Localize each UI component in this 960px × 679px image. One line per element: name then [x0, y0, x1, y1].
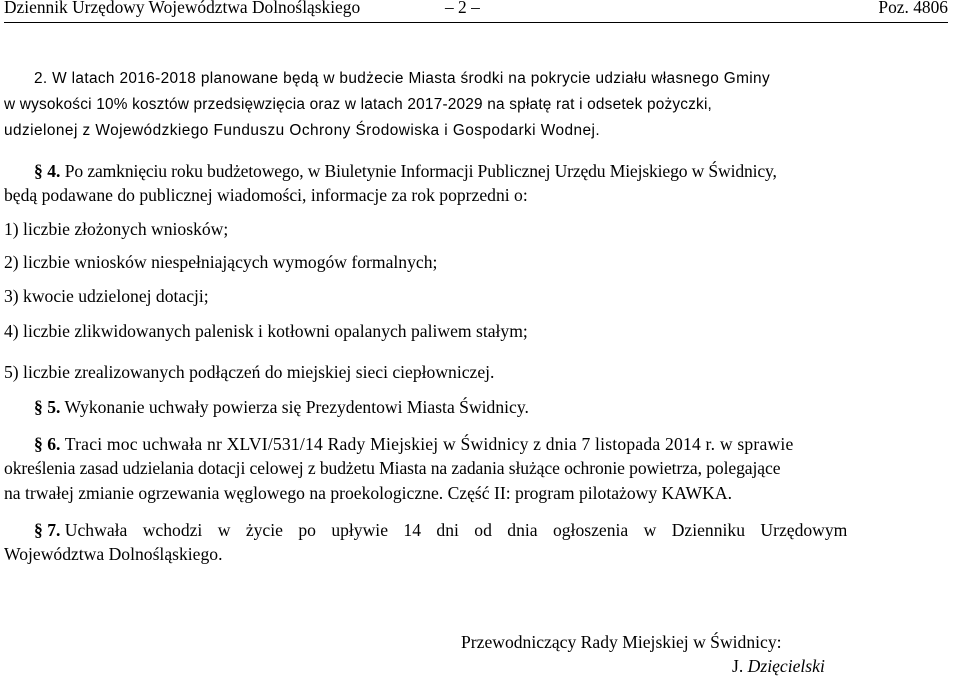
- section4-item-5: 5) liczbie zrealizowanych podłączeń do miejskiej sieci ciepłowniczej.: [4, 362, 495, 382]
- section7-number: § 7.: [34, 520, 61, 540]
- section5-number: § 5.: [34, 397, 61, 417]
- section2-line1: 2. W latach 2016-2018 planowane będą w budżecie Miasta środki na pokrycie udziału własnego Gminy: [34, 70, 770, 87]
- section6-number: § 6.: [34, 434, 61, 454]
- signature-name: [732, 653, 825, 679]
- section7-line1: [34, 517, 847, 543]
- section6-text-line2: określenia zasad udzielania dotacji celowej z budżetu Miasta na zadania służące ochronie powietrza, polegające: [4, 458, 781, 478]
- section4-text-line1: Po zamknięciu roku budżetowego, w Biuletynie Informacji Publicznej Urzędu Miejskiego w Świdnicy,: [64, 161, 777, 181]
- section4-intro: [34, 158, 777, 184]
- signature-title: Przewodniczący Rady Miejskiej w Świdnicy:: [461, 632, 782, 652]
- section5-text: Wykonanie uchwały powierza się Prezydentowi Miasta Świdnicy.: [64, 397, 529, 417]
- journal-title: Dziennik Urzędowy Województwa Dolnośląskiego: [4, 0, 361, 17]
- section4-item-4: 4) liczbie zlikwidowanych palenisk i kotłowni opalanych paliwem stałym;: [4, 321, 528, 341]
- position-number: Poz. 4806: [878, 0, 948, 17]
- signature-initial: J.: [732, 656, 744, 676]
- section7-text-line2: Województwa Dolnośląskiego.: [4, 544, 223, 564]
- section6-line1: [34, 431, 793, 457]
- section6-text-line3: na trwałej zmianie ogrzewania węglowego na proekologiczne. Część II: program pilotażowy KAWKA.: [4, 483, 732, 503]
- section4-text-line2: będą podawane do publicznej wiadomości, informacje za rok poprzedni o:: [4, 185, 528, 205]
- section4-item-1: 1) liczbie złożonych wniosków;: [4, 219, 229, 239]
- section5: [34, 394, 529, 420]
- section6-text-line1: Traci moc uchwała nr XLVI/531/14 Rady Miejskiej w Świdnicy z dnia 7 listopada 2014 r. w sprawie: [64, 434, 794, 454]
- page-header: [4, 0, 948, 23]
- section2-line3: udzielonej z Wojewódzkiego Funduszu Ochrony Środowiska i Gospodarki Wodnej.: [4, 122, 601, 139]
- section4-item-2: 2) liczbie wniosków niespełniających wymogów formalnych;: [4, 252, 438, 272]
- page-number: – 2 –: [445, 0, 480, 17]
- section4-item-3: 3) kwocie udzielonej dotacji;: [4, 286, 209, 306]
- section2-line2: w wysokości 10% kosztów przedsięwzięcia oraz w latach 2017-2029 na spłatę rat i odsetek pożyczki,: [4, 96, 713, 113]
- section7-text-line1: Uchwała wchodzi w życie po upływie 14 dni od dnia ogłoszenia w Dzienniku Urzędowym: [64, 520, 848, 540]
- signature-surname: Dzięcielski: [747, 656, 825, 676]
- section4-number: § 4.: [34, 161, 61, 181]
